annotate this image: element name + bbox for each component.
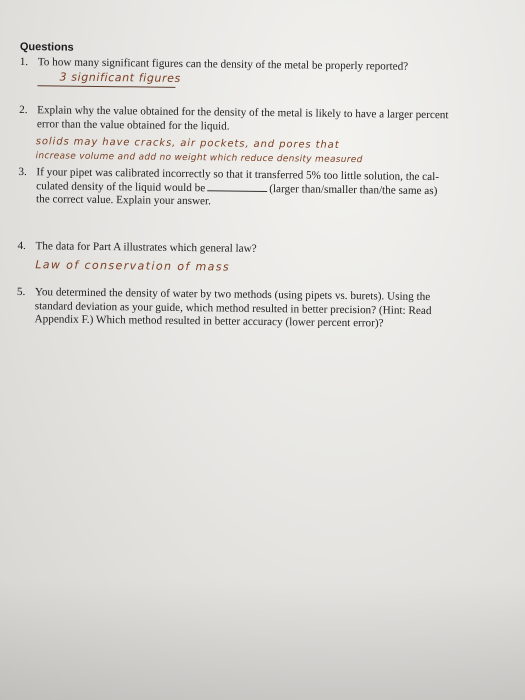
question-text: To how many significant figures can the density of the metal be properly reported?	[37, 56, 409, 73]
question-text: culated density of the liquid would be	[36, 179, 206, 194]
handwritten-answer-1: 3 significant figures	[59, 70, 181, 85]
question-2	[19, 104, 449, 136]
handwritten-answer-2-line-1: solids may have cracks, air pockets, and pores that	[35, 136, 340, 151]
question-text: Explain why the value obtained for the density of the metal is likely to have a larger percent	[37, 104, 449, 122]
question-number: 1.	[19, 55, 29, 69]
question-number: 5.	[16, 285, 26, 299]
section-heading: Questions	[19, 40, 74, 54]
handwritten-answer-2-line-2: increase volume and add no weight which reduce density measured	[35, 151, 363, 166]
question-text: You determined the density of water by two methods (using pipets vs. burets). Using the	[34, 286, 431, 304]
question-text: If your pipet was calibrated incorrectly so that it transferred 5% too little solution, the cal-	[36, 166, 440, 184]
question-text: error than the value obtained for the liquid.	[36, 117, 230, 133]
question-text: standard deviation as your guide, which method resulted in better precision? (Hint: Read	[34, 299, 432, 317]
question-number: 2.	[19, 103, 28, 117]
question-number: 4.	[17, 239, 26, 253]
question-number: 3.	[18, 165, 27, 179]
handwritten-answer-4: Law of conservation of mass	[35, 258, 231, 274]
answer-underline	[37, 85, 175, 88]
question-text: the correct value. Explain your answer.	[35, 193, 212, 208]
question-5	[16, 286, 431, 332]
answer-blank	[207, 182, 267, 192]
question-text: Appendix F.) Which method resulted in better accuracy (lower percent error)?	[34, 313, 384, 330]
question-3	[18, 166, 439, 212]
question-text: The data for Part A illustrates which general law?	[35, 240, 257, 255]
question-text: (larger than/smaller than/the same as)	[269, 182, 438, 197]
question-4	[17, 240, 256, 257]
